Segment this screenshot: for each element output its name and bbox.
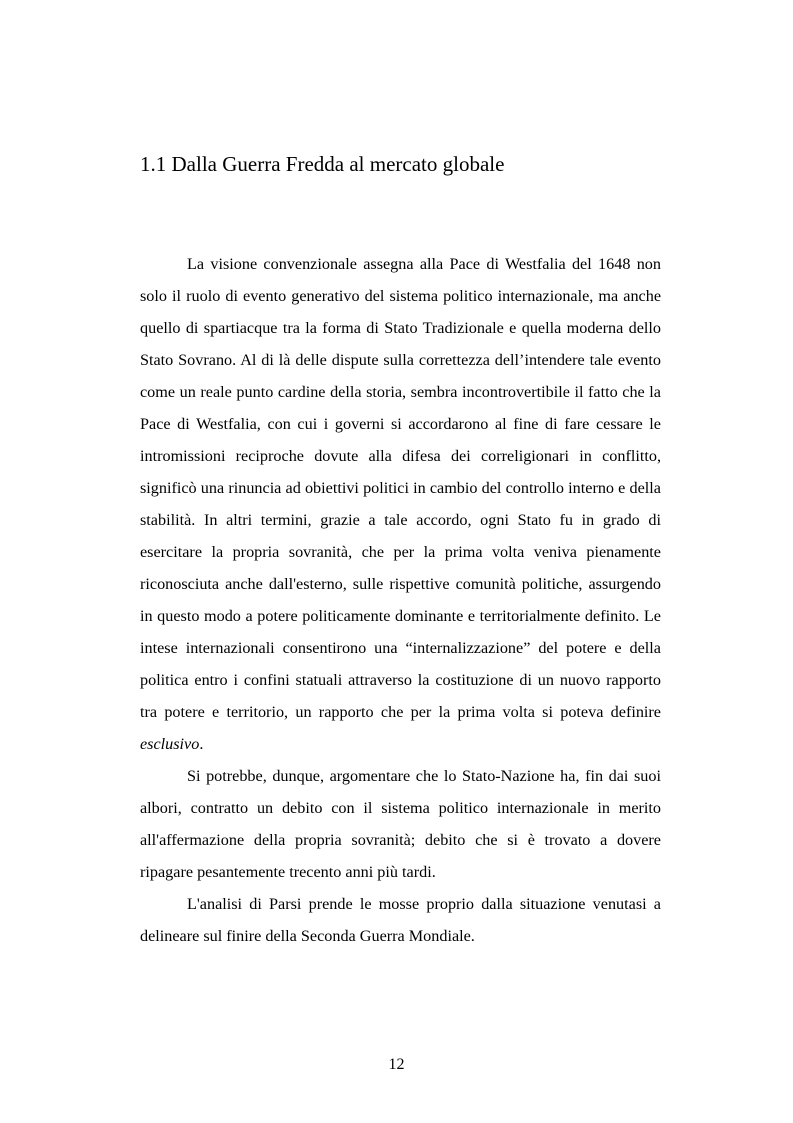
- emphasis-esclusivo: esclusivo: [140, 735, 200, 753]
- section-heading: 1.1 Dalla Guerra Fredda al mercato globale: [140, 152, 505, 176]
- paragraph-westfalia: [140, 248, 661, 760]
- paragraph-parsi: L'analisi di Parsi prende le mosse proprio dalla situazione venutasi a delineare sul finire della Seconda Guerra Mondiale.: [140, 895, 661, 945]
- paragraph-stato-nazione: Si potrebbe, dunque, argomentare che lo Stato-Nazione ha, fin dai suoi albori, contratto un debito con il sistema politico internazionale in merito all'affermazione della propria sovranità; debito che si è trovato a dovere ripagare pesantemente trecento anni più tardi.: [140, 767, 661, 881]
- paragraph-westfalia-text: La visione convenzionale assegna alla Pace di Westfalia del 1648 non solo il ruolo di evento generativo del sistema politico internazionale, ma anche quello di spartiacque tra la forma di Stato Tradizionale e quella moderna dello Stato Sovrano. Al di là delle dispute sulla correttezza dell’intendere tale evento come un reale punto cardine della storia, sembra incontrovertibile il fatto che la Pace di Westfalia, con cui i governi si accordarono al fine di fare cessare le intromissioni reciproche dovute alla difesa dei correligionari in conflitto, significò una rinuncia ad obiettivi politici in cambio del controllo interno e della stabilità. In altri termini, grazie a tale accordo, ogni Stato fu in grado di esercitare la propria sovranità, che per la prima volta veniva pienamente riconosciuta anche dall'esterno, sulle rispettive comunità politiche, assurgendo in questo modo a potere politicamente dominante e territorialmente definito. Le intese internazionali consentirono una “internalizzazione” del potere e della politica entro i confini statuali attraverso la costituzione di un nuovo rapporto tra potere e territorio, un rapporto che per la prima volta si poteva definire: [140, 255, 661, 721]
- paragraph-westfalia-end: .: [199, 735, 204, 753]
- page-number: 12: [388, 1056, 405, 1073]
- body-text: [140, 248, 661, 952]
